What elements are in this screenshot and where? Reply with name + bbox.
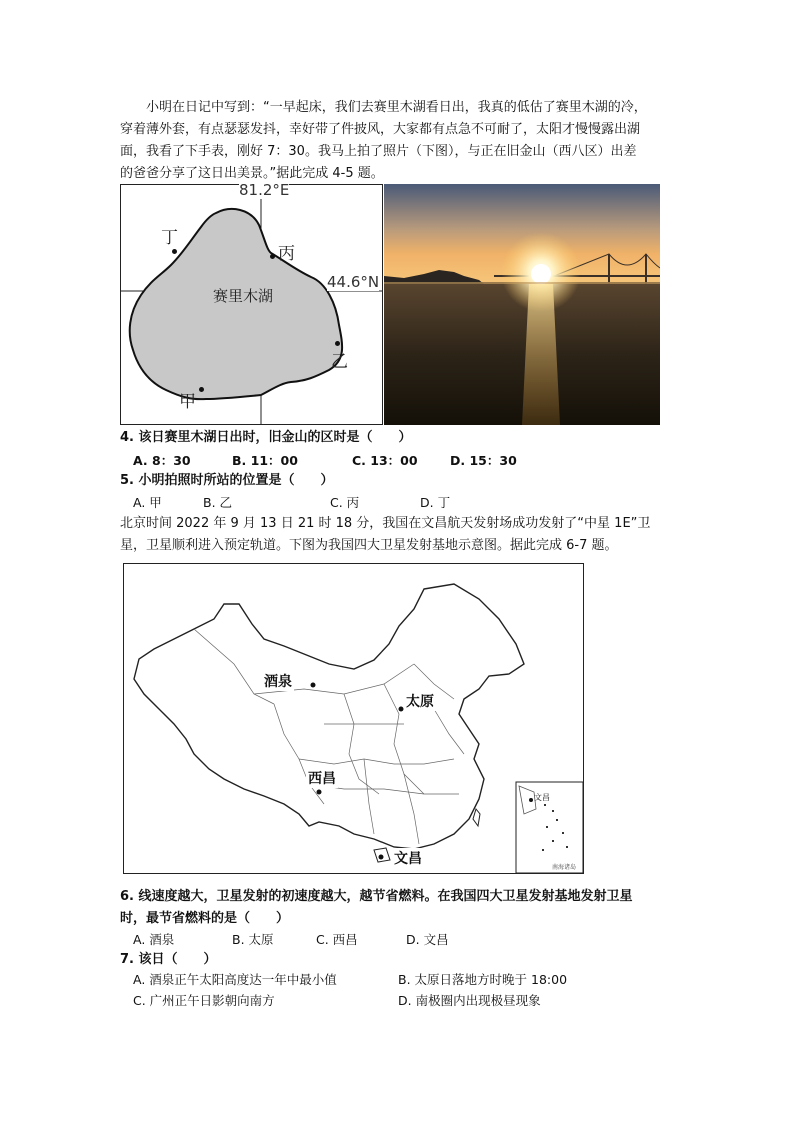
intro-line-4: 的爸爸分享了这日出美景。”据此完成 4-5 题。 [120, 166, 384, 181]
q4-option-c[interactable]: C. 13：00 [352, 453, 418, 468]
q4-option-a[interactable]: A. 8：30 [133, 453, 191, 468]
q4-stem: 4. 该日赛里木湖日出时，旧金山的区时是（ ） [120, 430, 412, 445]
lake-map [120, 181, 383, 425]
china-outline [134, 584, 524, 849]
q7-option-a[interactable]: A. 酒泉正午太阳高度达一年中最小值 [133, 972, 337, 987]
point-bing-label: 丙 [278, 244, 295, 264]
q6-option-d[interactable]: D. 文昌 [406, 932, 449, 947]
china-map [123, 563, 584, 874]
intro-line-2: 穿着薄外套，有点瑟瑟发抖，幸好带了件披风，大家都有点急不可耐了，太阳才慢慢露出湖 [120, 122, 641, 137]
q5-option-c[interactable]: C. 丙 [330, 495, 360, 510]
label-jiuquan: 酒泉 [262, 671, 294, 691]
label-taiyuan: 太原 [404, 691, 436, 711]
q7-stem: 7. 该日（ ） [120, 952, 217, 967]
q7-option-c[interactable]: C. 广州正午日影朝向南方 [133, 993, 275, 1008]
intro2-line-2: 星，卫星顺利进入预定轨道。下图为我国四大卫星发射基地示意图。据此完成 6-7 题。 [120, 538, 618, 553]
label-wenchang: 文昌 [392, 848, 424, 868]
intro-line-1: 小明在日记中写到：“一早起床，我们去赛里木湖看日出，我真的低估了赛里木湖的冷， [146, 100, 647, 115]
q6-option-a[interactable]: A. 酒泉 [133, 932, 175, 947]
lake-name: 赛里木湖 [213, 287, 274, 305]
point-ding-dot [172, 249, 177, 254]
point-ding-label: 丁 [161, 228, 178, 248]
q5-stem: 5. 小明拍照时所站的位置是（ ） [120, 473, 334, 488]
inset-caption: 南海诸岛 [552, 864, 577, 871]
q6-stem-line-1: 6. 线速度越大，卫星发射的初速度越大，越节省燃料。在我国四大卫星发射基地发射卫星 [120, 889, 633, 904]
intro-line-3: 面，我看了下手表，刚好 7：30。我马上拍了照片（下图），与正在旧金山（西八区）出差 [120, 144, 637, 159]
q6-option-b[interactable]: B. 太原 [232, 932, 274, 947]
q4-option-b[interactable]: B. 11：00 [232, 453, 298, 468]
label-xichang: 西昌 [306, 768, 338, 788]
point-jia-label: 甲 [179, 392, 196, 412]
q5-option-a[interactable]: A. 甲 [133, 495, 162, 510]
point-jia-dot [199, 387, 204, 392]
latitude-label: 44.6°N [327, 273, 380, 291]
sunrise-photo [384, 184, 660, 425]
china-map-drawing [124, 564, 583, 873]
province-borders [194, 629, 464, 844]
q7-option-b[interactable]: B. 太原日落地方时晚于 18:00 [398, 972, 568, 987]
q6-stem-line-2: 时，最节省燃料的是（ ） [120, 911, 290, 926]
q6-option-c[interactable]: C. 西昌 [316, 932, 358, 947]
sunrise-photo-drawing [384, 184, 660, 425]
point-bing-dot [270, 254, 275, 259]
q5-option-d[interactable]: D. 丁 [420, 495, 451, 510]
q7-option-d[interactable]: D. 南极圈内出现极昼现象 [398, 993, 541, 1008]
point-yi-dot [335, 341, 340, 346]
inset-label-wenchang: 文昌 [534, 793, 550, 802]
q5-option-b[interactable]: B. 乙 [203, 495, 233, 510]
q4-option-d[interactable]: D. 15：30 [450, 453, 517, 468]
intro2-line-1: 北京时间 2022 年 9 月 13 日 21 时 18 分，我国在文昌航天发射场成功发射了“中星 1E”卫 [120, 516, 651, 531]
longitude-label: 81.2°E [239, 181, 290, 199]
point-yi-label: 乙 [331, 352, 348, 372]
